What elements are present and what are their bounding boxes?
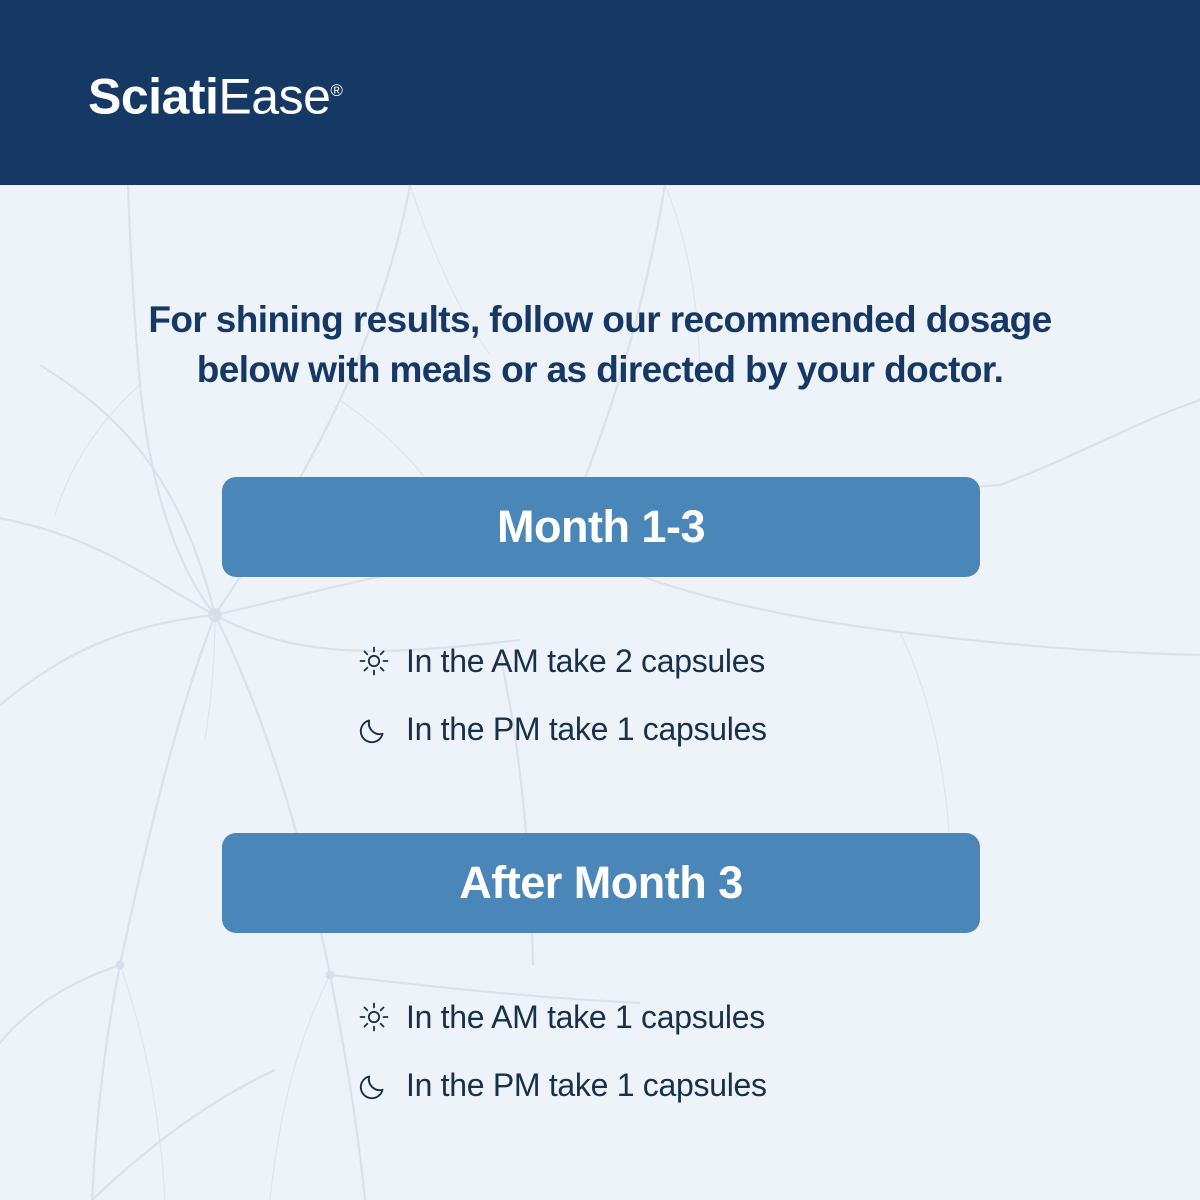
- registered-trademark-icon: ®: [330, 81, 343, 100]
- dose-text: In the AM take 2 capsules: [406, 642, 765, 679]
- brand-logo: [88, 62, 342, 126]
- schedule-band-month-1-3: [222, 477, 980, 577]
- moon-icon: [352, 1063, 396, 1107]
- dose-row: [352, 1051, 767, 1119]
- moon-icon: [352, 707, 396, 751]
- headline-line-1: For shining results, follow our recommended dosage: [148, 299, 1052, 340]
- schedule-title: Month 1-3: [497, 501, 705, 552]
- schedule-band-after-month-3: [222, 833, 980, 933]
- dose-row: [352, 983, 767, 1051]
- brand-name-bold: Sciati: [88, 68, 219, 125]
- page-title: [60, 295, 1140, 395]
- dose-text: In the PM take 1 capsules: [406, 710, 767, 747]
- headline-line-2: below with meals or as directed by your doctor.: [196, 349, 1004, 390]
- dose-list-month-1-3: [352, 627, 767, 763]
- brand-name-light: Ease: [218, 68, 331, 125]
- schedule-title: After Month 3: [459, 857, 743, 908]
- header-bar: [0, 0, 1200, 185]
- dose-list-after-month-3: [352, 983, 767, 1119]
- dose-text: In the PM take 1 capsules: [406, 1066, 767, 1103]
- dose-text: In the AM take 1 capsules: [406, 998, 765, 1035]
- dose-row: [352, 695, 767, 763]
- sun-icon: [352, 995, 396, 1039]
- sun-icon: [352, 639, 396, 683]
- dose-row: [352, 627, 767, 695]
